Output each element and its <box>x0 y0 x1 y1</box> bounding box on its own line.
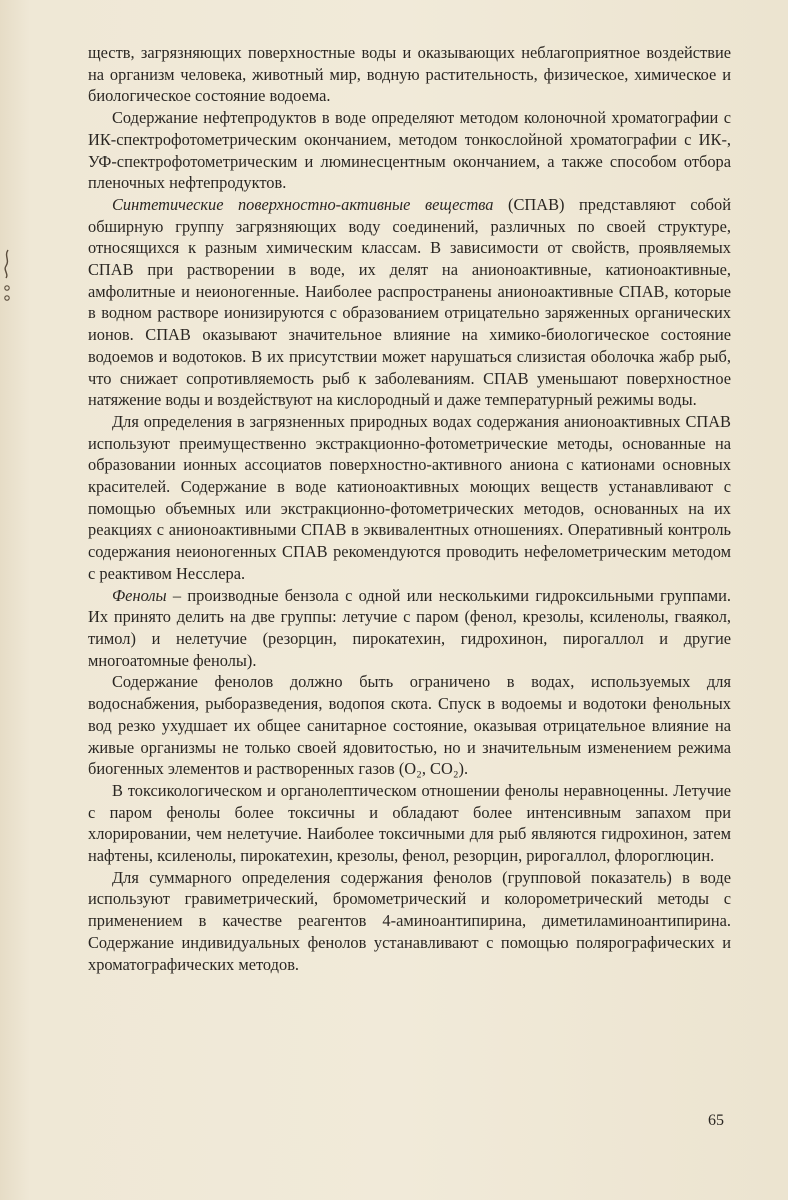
paragraph-2 <box>88 107 731 194</box>
paragraph-4 <box>88 411 731 585</box>
term-spav: Синтетические поверхностно-активные вещества <box>112 194 494 214</box>
paragraph-text: – производные бензола с одной или несколькими гидроксильными группами. Их принято делить на две группы: летучие с паром (фенол, крезолы, ксиленолы, гваякол, тимол) и нелетучие (резорцин, пирокатехин, гидрохинон, пирогаллол и другие многоатомные фенолы). <box>88 585 731 670</box>
paragraph-3 <box>88 194 731 411</box>
paragraph-8 <box>88 867 731 976</box>
paragraph-5 <box>88 585 731 672</box>
paragraph-text: В токсикологическом и органолептическом отношении фенолы неравноценны. Летучие с паром фенолы более токсичны и обладают более интенсивным запахом при хлорировании, чем нелетучие. Наиболее токсичными для рыб являются гидрохинон, затем нафтены, ксиленолы, пирокатехин, крезолы, фенол, резорцин, рирогаллол, флороглюцин. <box>88 780 731 866</box>
paragraph-text: Для суммарного определения содержания фенолов (групповой показатель) в воде используют гравиметрический, бромометрический и колорометрический методы с применением в качестве реагентов 4-аминоантипирина, диметиламиноантипирина. Содержание индивидуальных фенолов устанавливают с помощью полярографических и хроматографических методов. <box>88 867 731 974</box>
paragraph-text: Содержание нефтепродуктов в воде определяют методом колоночной хроматографии с ИК-спектрофотометрическим окончанием, методом тонкослойной хроматографии с ИК-, УФ-спектрофотометрическим и люминесцентным окончанием, а также способом отбора пленочных нефтепродуктов. <box>88 108 731 193</box>
paragraph-text: Для определения в загрязненных природных водах содержания анионоактивных СПАВ используют преимущественно экстракционно-фотометрические методы, основанные на образовании ионных ассоциатов поверхностно-активного аниона с катионами основных красителей. Содержание в воде катионоактивных моющих веществ устанавливают с помощью объемных или экстракционно-фотометрических методов, основанных на их реакциях с анионоактивными СПАВ в эквивалентных отношениях. Оперативный контроль содержания неионогенных СПАВ рекомендуются проводить нефелометрическим методом с реактивом Несслера. <box>88 411 731 583</box>
paragraph-6 <box>88 671 731 780</box>
paragraph-text: Содержание фенолов должно быть ограничено в водах, используемых для водоснабжения, рыборазведения, водопоя скота. Спуск в водоемы и водотоки фенольных вод резко ухудшает их общее санитарное состояние, оказывая отрицательное влияние на живые организмы не только своей ядовитостью, но и значительным изменением режима биогенных элементов и растворенных газов (O₂, CO₂). <box>88 672 731 779</box>
paragraph-text: ществ, загрязняющих поверхностные воды и оказывающих неблагоприятное воздействие на организм человека, животный мир, водную растительность, физическое, химическое и биологическое состояние водоема. <box>88 43 731 106</box>
margin-scribble-icon <box>0 248 14 308</box>
paragraph-1 <box>88 42 731 107</box>
paragraph-7 <box>88 780 731 867</box>
page-number: 65 <box>708 1112 724 1129</box>
body-text <box>88 42 731 975</box>
paragraph-text: (СПАВ) представляют собой обширную группу загрязняющих воду соединений, различных по своей структуре, относящихся к разным химическим классам. В зависимости от свойств, проявляемых СПАВ при растворении в воде, их делят на анионоактивные, катионоактивные, амфолитные и неионогенные. Наиболее распространены анионоактивные СПАВ, которые в водном растворе ионизируются с образованием отрицательно заряженных органических ионов. СПАВ оказывают значительное влияние на химико-биологическое состояние водоемов и водотоков. В их присутствии может нарушаться слизистая оболочка жабр рыб, что снижает сопротивляемость рыб к заболеваниям. СПАВ уменьшают поверхностное натяжение воды и воздействуют на кислородный и даже температурный режимы воды. <box>88 194 731 410</box>
term-phenols: Фенолы <box>112 585 167 605</box>
